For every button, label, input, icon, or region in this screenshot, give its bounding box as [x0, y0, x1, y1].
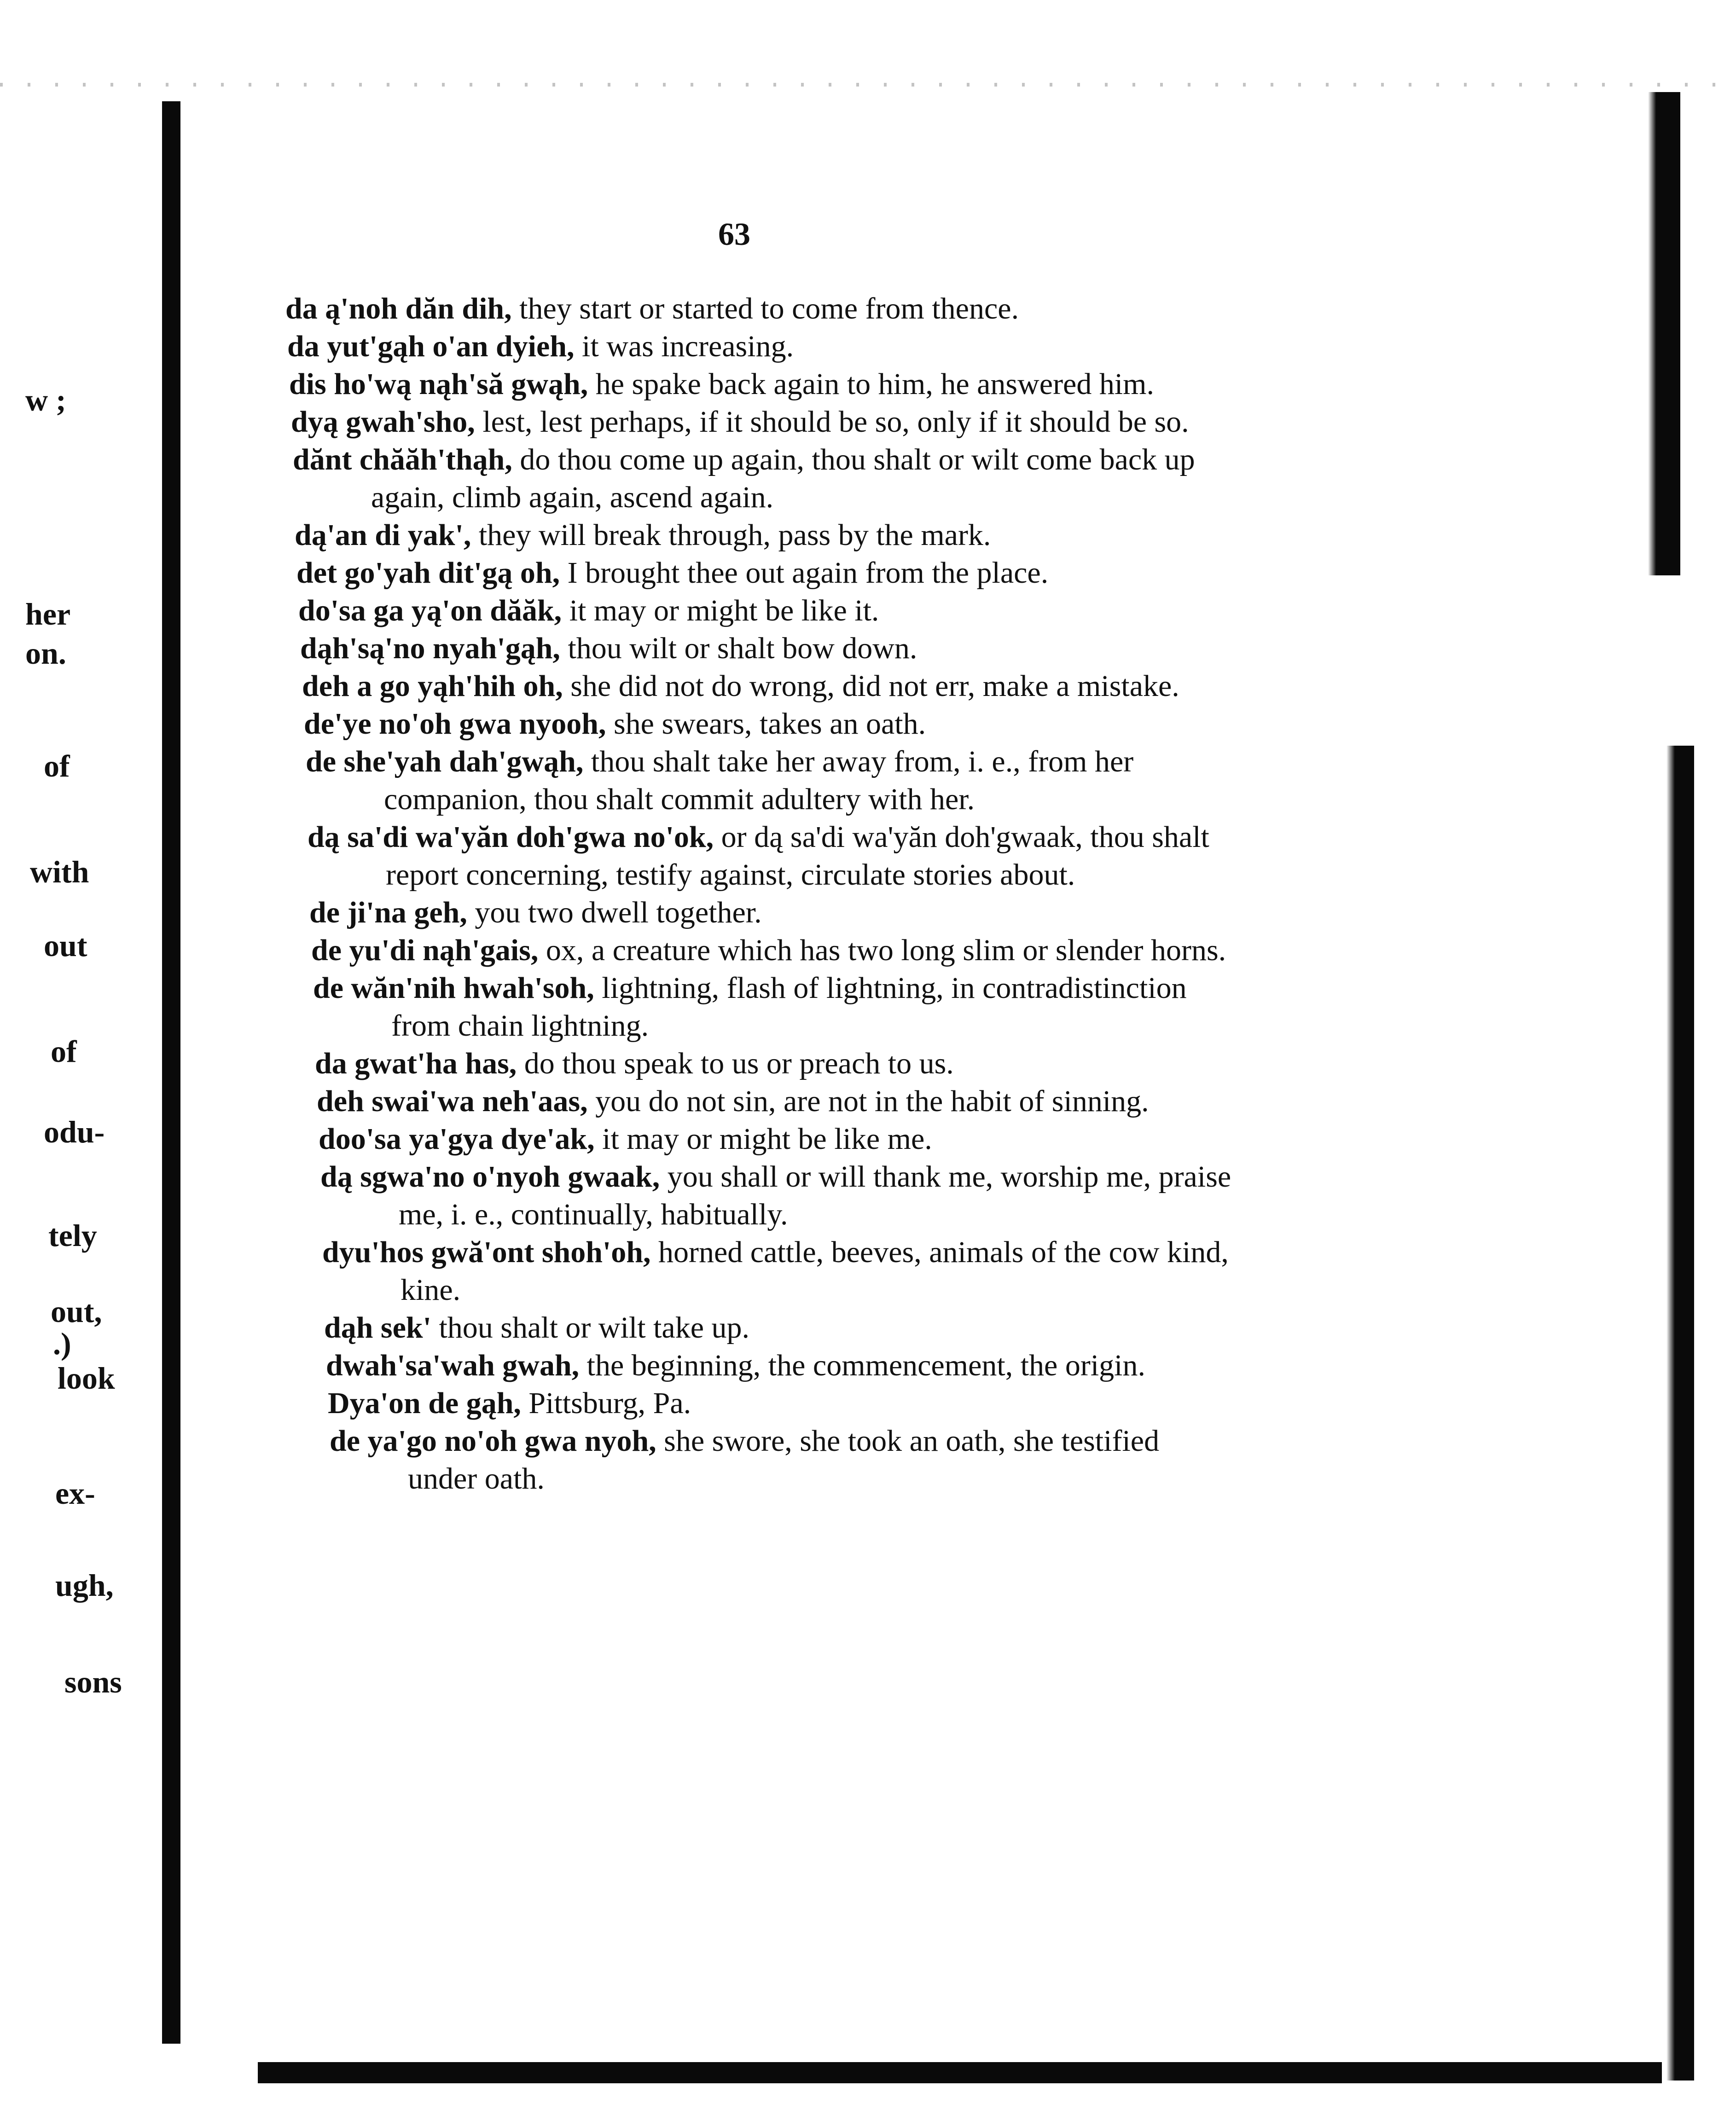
entry-headword: deh a go yąh'hih oh, — [302, 669, 563, 703]
entry-gloss: she swears, takes an oath. — [613, 707, 926, 741]
entry-gloss: it was increasing. — [582, 330, 794, 363]
entry-headword: da gwat'ha has, — [315, 1047, 517, 1080]
dictionary-entry — [311, 932, 1234, 969]
margin-fragment: of — [51, 1034, 77, 1069]
margin-fragment: out, — [51, 1294, 102, 1329]
entry-gloss: Pittsburg, Pa. — [528, 1386, 691, 1420]
dictionary-entry — [317, 1083, 1234, 1120]
entry-headword: dą sa'di wa'yăn doh'gwa no'ok, — [308, 820, 714, 854]
margin-fragment: w ; — [25, 383, 66, 417]
dictionary-entry — [285, 290, 1234, 328]
dictionary-entry — [322, 1234, 1234, 1309]
entry-gloss: do thou speak to us or preach to us. — [524, 1047, 954, 1080]
entry-headword: de she'yah dah'gwąh, — [306, 745, 584, 778]
entry-gloss: they start or started to come from thence. — [519, 292, 1019, 325]
dictionary-entry — [302, 667, 1234, 705]
margin-fragment: on. — [25, 636, 66, 671]
entry-gloss: lightning, flash of lightning, in contradistinction from chain lightning. — [391, 971, 1187, 1043]
binding-gutter-shadow — [162, 101, 180, 2044]
entry-gloss: it may or might be like me. — [602, 1122, 932, 1156]
entry-headword: deh swai'wa neh'aas, — [317, 1084, 588, 1118]
dictionary-entry — [309, 894, 1234, 932]
margin-fragment: tely — [48, 1218, 97, 1253]
margin-fragment: .) — [53, 1326, 71, 1361]
entry-headword: de wăn'nih hwah'soh, — [313, 971, 594, 1005]
entry-gloss: you shall or will thank me, worship me, praise me, i. e., continually, habitually. — [399, 1160, 1231, 1231]
dictionary-entry — [328, 1385, 1234, 1422]
dictionary-entry — [289, 365, 1234, 403]
entry-gloss: you do not sin, are not in the habit of sinning. — [595, 1084, 1149, 1118]
entry-headword: da ą'noh dăn dih, — [285, 292, 512, 325]
entry-headword: dyu'hos gwă'ont shoh'oh, — [322, 1235, 651, 1269]
entry-gloss: thou shalt take her away from, i. e., from her companion, thou shalt commit adultery with her. — [384, 745, 1134, 816]
dictionary-entry — [300, 630, 1234, 667]
entry-headword: de yu'di nąh'gais, — [311, 933, 539, 967]
entry-headword: dănt chăăh'thąh, — [293, 443, 512, 476]
dictionary-entry — [315, 1045, 1234, 1083]
dictionary-entries — [285, 290, 1234, 1498]
entry-headword: de ya'go no'oh gwa nyoh, — [330, 1424, 656, 1458]
entry-gloss: thou shalt or wilt take up. — [439, 1311, 750, 1345]
margin-fragment: out — [44, 928, 87, 963]
dictionary-entry — [306, 743, 1234, 818]
entry-gloss: she swore, she took an oath, she testified under oath. — [408, 1424, 1160, 1495]
entry-gloss: the beginning, the commencement, the origin. — [586, 1349, 1146, 1382]
dictionary-entry — [313, 969, 1234, 1045]
entry-headword: dyą gwah'sho, — [291, 405, 475, 439]
entry-gloss: lest, lest perhaps, if it should be so, only if it should be so. — [482, 405, 1189, 439]
entry-gloss: it may or might be like it. — [569, 594, 879, 627]
dictionary-entry — [295, 516, 1234, 554]
scan-noise-top — [0, 83, 1736, 87]
entry-gloss: you two dwell together. — [475, 896, 762, 929]
entry-gloss: they will break through, pass by the mark. — [478, 518, 991, 552]
page-number: 63 — [718, 217, 750, 252]
entry-gloss: I brought thee out again from the place. — [567, 556, 1049, 590]
entry-headword: dis ho'wą nąh'să gwąh, — [289, 367, 588, 401]
entry-headword: dą'an di yak', — [295, 518, 471, 552]
dictionary-entry — [296, 554, 1234, 592]
dictionary-entry — [304, 705, 1234, 743]
margin-fragment: look — [58, 1361, 115, 1396]
entry-gloss: she did not do wrong, did not err, make a mistake. — [570, 669, 1179, 703]
margin-fragment: odu- — [44, 1114, 105, 1149]
entry-headword: dwah'sa'wah gwah, — [326, 1349, 580, 1382]
entry-headword: dąh'są'no nyah'gąh, — [300, 632, 560, 665]
entry-gloss: or dą sa'di wa'yăn doh'gwaak, thou shalt report concerning, testify against, circulate stories about. — [386, 820, 1209, 892]
entry-headword: de'ye no'oh gwa nyooh, — [304, 707, 606, 741]
dictionary-entry — [291, 403, 1234, 441]
dictionary-entry — [324, 1309, 1234, 1347]
entry-headword: doo'sa ya'gya dye'ak, — [319, 1122, 595, 1156]
facing-page-fragments — [0, 0, 157, 2127]
entry-headword: do'sa ga yą'on dăăk, — [298, 594, 562, 627]
entry-gloss: ox, a creature which has two long slim or slender horns. — [546, 933, 1226, 967]
margin-fragment: ugh, — [55, 1568, 114, 1603]
entry-headword: Dya'on de gąh, — [328, 1386, 521, 1420]
margin-fragment: her — [25, 597, 71, 632]
margin-fragment: sons — [64, 1664, 122, 1699]
page-edge-shadow-top — [1648, 92, 1680, 575]
dictionary-entry — [293, 441, 1234, 516]
dictionary-entry — [308, 818, 1234, 894]
entry-gloss: thou wilt or shalt bow down. — [568, 632, 917, 665]
dictionary-entry — [287, 328, 1234, 365]
entry-gloss: he spake back again to him, he answered him. — [595, 367, 1155, 401]
entry-gloss: do thou come up again, thou shalt or wilt come back up again, climb again, ascend again. — [371, 443, 1195, 514]
entry-headword: da yut'gąh o'an dyieh, — [287, 330, 575, 363]
entry-headword: det go'yah dit'gą oh, — [296, 556, 560, 590]
dictionary-entry — [298, 592, 1234, 630]
entry-headword: dąh sek' — [324, 1311, 431, 1345]
page-edge-shadow-bottom — [1666, 746, 1694, 2081]
entry-headword: dą sgwa'no o'nyoh gwaak, — [320, 1160, 660, 1194]
dictionary-entry — [326, 1347, 1234, 1385]
entry-gloss: horned cattle, beeves, animals of the cow kind, kine. — [401, 1235, 1229, 1307]
margin-fragment: of — [44, 748, 70, 783]
entry-headword: de ji'na geh, — [309, 896, 467, 929]
page-edge-shadow-bottom-border — [258, 2062, 1662, 2083]
dictionary-entry — [319, 1120, 1234, 1158]
margin-fragment: ex- — [55, 1476, 95, 1511]
dictionary-entry — [330, 1422, 1234, 1498]
dictionary-entry — [320, 1158, 1234, 1234]
margin-fragment: with — [30, 854, 89, 889]
